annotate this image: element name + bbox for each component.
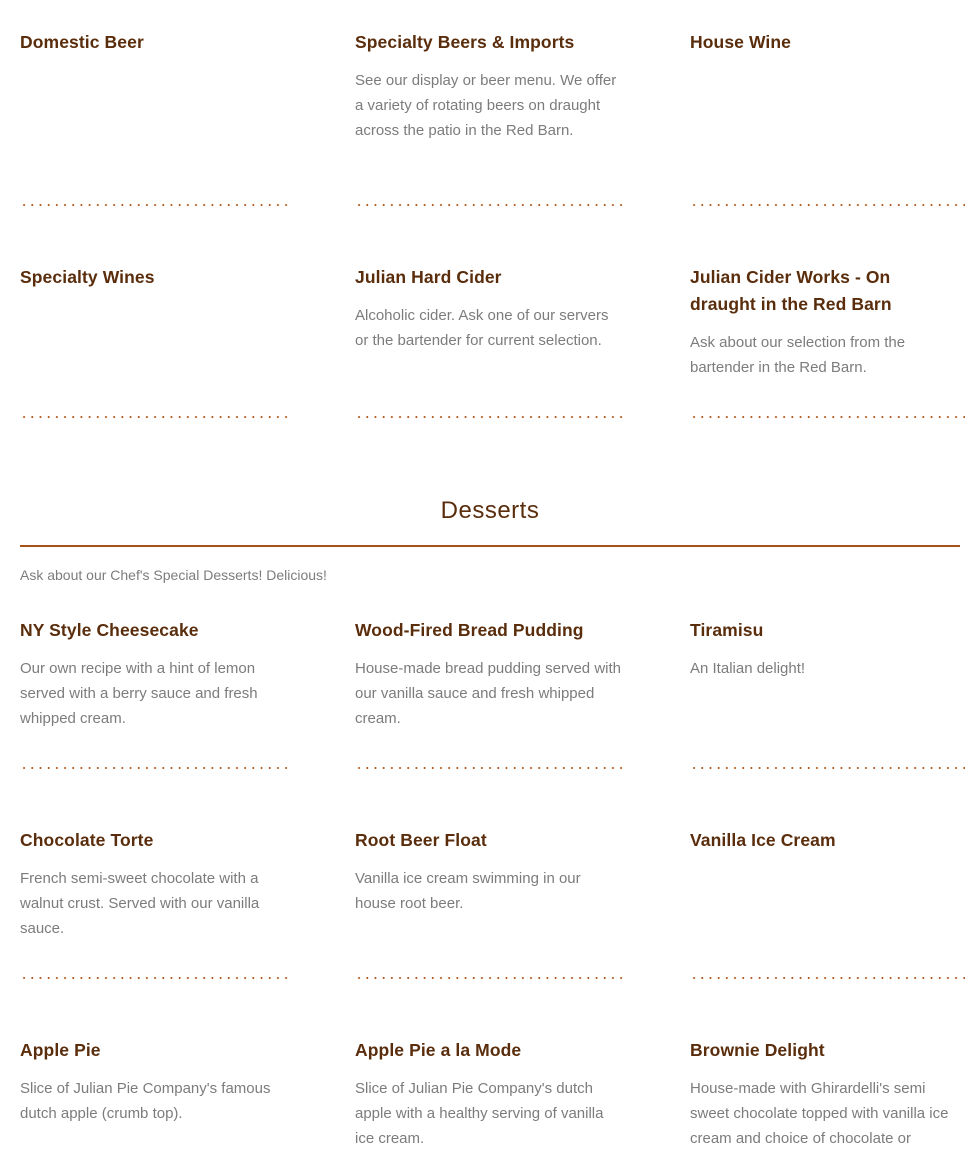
item-description: Vanilla ice cream swimming in our house root beer. xyxy=(355,870,581,912)
dotted-divider xyxy=(355,415,625,419)
item-title: Tiramisu xyxy=(690,620,764,640)
item-title: Brownie Delight xyxy=(690,1040,825,1060)
item-description: Ask about our selection from the bartender in the Red Barn. xyxy=(690,334,906,376)
menu-item-ny-cheesecake xyxy=(20,617,290,731)
dotted-divider xyxy=(20,203,290,207)
item-description: French semi-sweet chocolate with a walnut crust. Served with our vanilla sauce. xyxy=(20,870,260,937)
menu-item-specialty-wines xyxy=(20,264,290,380)
menu-item-vanilla-ice-cream xyxy=(690,827,960,941)
item-title: Vanilla Ice Cream xyxy=(690,830,836,850)
item-description: Slice of Julian Pie Company's famous dutch apple (crumb top). xyxy=(20,1080,271,1122)
menu-item-chocolate-torte xyxy=(20,827,290,941)
item-title: Chocolate Torte xyxy=(20,830,154,850)
dotted-divider xyxy=(355,766,625,770)
item-title: Wood-Fired Bread Pudding xyxy=(355,620,584,640)
dotted-divider xyxy=(20,415,290,419)
menu-item-julian-hard-cider xyxy=(355,264,625,380)
dotted-divider xyxy=(690,766,965,770)
dotted-divider xyxy=(690,203,965,207)
item-description: Slice of Julian Pie Company's dutch apple with a healthy serving of vanilla ice cream. xyxy=(355,1080,604,1147)
menu-item-specialty-beers xyxy=(355,29,625,143)
drinks-row-1 xyxy=(20,29,960,143)
menu-item-apple-pie xyxy=(20,1037,290,1151)
item-title: NY Style Cheesecake xyxy=(20,620,199,640)
item-title: Root Beer Float xyxy=(355,830,487,850)
drinks-row-2 xyxy=(20,264,960,380)
dotted-divider xyxy=(690,976,965,980)
menu-item-tiramisu xyxy=(690,617,960,731)
menu-item-brownie-delight xyxy=(690,1037,960,1151)
section-divider xyxy=(20,545,960,547)
section-heading-desserts: Desserts xyxy=(440,497,540,524)
desserts-row-3 xyxy=(20,1037,960,1151)
item-title: Julian Cider Works - On draught in the Red Barn xyxy=(690,267,892,314)
item-title: Domestic Beer xyxy=(20,32,144,52)
dotted-divider xyxy=(355,976,625,980)
desserts-row-1 xyxy=(20,617,960,731)
desserts-row-2 xyxy=(20,827,960,941)
section-note: Ask about our Chef's Special Desserts! Delicious! xyxy=(20,567,327,583)
item-title: Apple Pie xyxy=(20,1040,101,1060)
item-title: Specialty Wines xyxy=(20,267,155,287)
dotted-divider xyxy=(20,976,290,980)
item-description: Alcoholic cider. Ask one of our servers or the bartender for current selection. xyxy=(355,307,609,349)
dotted-divider xyxy=(690,415,965,419)
item-title: House Wine xyxy=(690,32,791,52)
item-title: Specialty Beers & Imports xyxy=(355,32,575,52)
item-description: House-made with Ghirardelli's semi sweet chocolate topped with vanilla ice cream and choice of chocolate or xyxy=(690,1080,949,1147)
item-title: Apple Pie a la Mode xyxy=(355,1040,522,1060)
item-description: Our own recipe with a hint of lemon served with a berry sauce and fresh whipped cream. xyxy=(20,660,258,727)
item-description: See our display or beer menu. We offer a variety of rotating beers on draught across the patio in the Red Barn. xyxy=(355,72,617,139)
item-description: House-made bread pudding served with our vanilla sauce and fresh whipped cream. xyxy=(355,660,621,727)
menu-item-house-wine xyxy=(690,29,960,143)
dotted-divider xyxy=(20,766,290,770)
menu-item-domestic-beer xyxy=(20,29,290,143)
item-title: Julian Hard Cider xyxy=(355,267,502,287)
menu-item-bread-pudding xyxy=(355,617,625,731)
menu-item-root-beer-float xyxy=(355,827,625,941)
menu-item-julian-cider-works xyxy=(690,264,960,380)
item-description: An Italian delight! xyxy=(690,660,806,677)
dotted-divider xyxy=(355,203,625,207)
menu-item-apple-pie-a-la-mode xyxy=(355,1037,625,1151)
